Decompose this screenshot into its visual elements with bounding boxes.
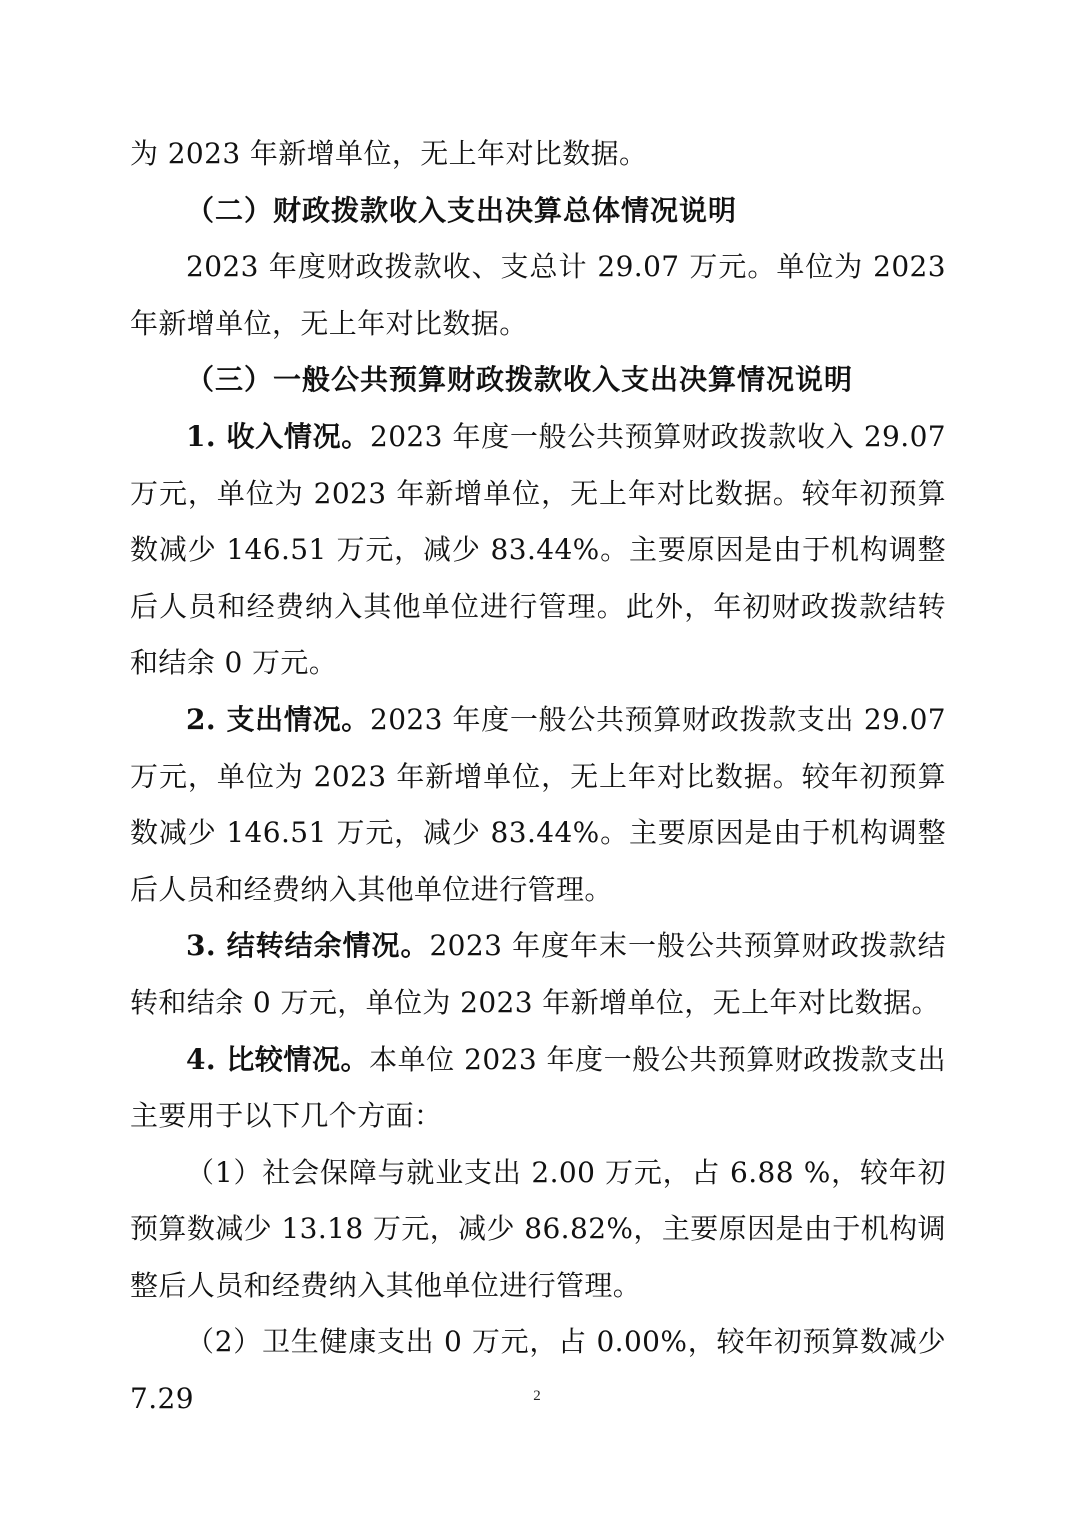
- paragraph-lead: 4. 比较情况。: [186, 1042, 370, 1076]
- paragraph-carryover: [130, 918, 946, 1031]
- paragraph-text: 2023 年度一般公共预算财政拨款收入 29.07 万元，单位为 2023 年新增单位，无上年对比数据。较年初预算数减少 146.51 万元，减少 83.44%。主要原因是由于机构调整后人员和经费纳入其他单位进行管理。此外，年初财政拨款结转和结余 0 万元。: [130, 419, 946, 680]
- list-item-social-security: （1）社会保障与就业支出 2.00 万元，占 6.88 %，较年初预算数减少 13.18 万元，减少 86.82%，主要原因是由于机构调整后人员和经费纳入其他单位进行管理。: [130, 1155, 946, 1302]
- section-heading-2: （二）财政拨款收入支出决算总体情况说明: [186, 193, 738, 227]
- section-heading-3: （三）一般公共预算财政拨款收入支出决算情况说明: [186, 363, 854, 397]
- document-body: [130, 126, 946, 1428]
- paragraph-lead: 2. 支出情况。: [186, 702, 370, 736]
- paragraph-comparison: [130, 1032, 946, 1145]
- paragraph-text: 2023 年度年末一般公共预算财政拨款结转和结余 0 万元，单位为 2023 年新增单位，无上年对比数据。: [130, 929, 946, 1019]
- paragraph-expenditure: [130, 692, 946, 918]
- paragraph-continuation: 为 2023 年新增单位，无上年对比数据。: [130, 137, 648, 170]
- paragraph-text: 本单位 2023 年度一般公共预算财政拨款支出主要用于以下几个方面：: [130, 1042, 946, 1133]
- page-number: 2: [533, 1388, 541, 1404]
- paragraph-total-summary: 2023 年度财政拨款收、支总计 29.07 万元。单位为 2023 年新增单位，无上年对比数据。: [130, 250, 946, 340]
- paragraph-lead: 3. 结转结余情况。: [186, 929, 430, 963]
- paragraph-income: [130, 409, 946, 692]
- list-item-health: （2）卫生健康支出 0 万元，占 0.00%，较年初预算数减少 7.29: [130, 1325, 946, 1416]
- paragraph-text: 2023 年度一般公共预算财政拨款支出 29.07 万元，单位为 2023 年新增单位，无上年对比数据。较年初预算数减少 146.51 万元，减少 83.44%。主要原因是由于机构调整后人员和经费纳入其他单位进行管理。: [130, 702, 946, 906]
- paragraph-lead: 1. 收入情况。: [186, 419, 370, 453]
